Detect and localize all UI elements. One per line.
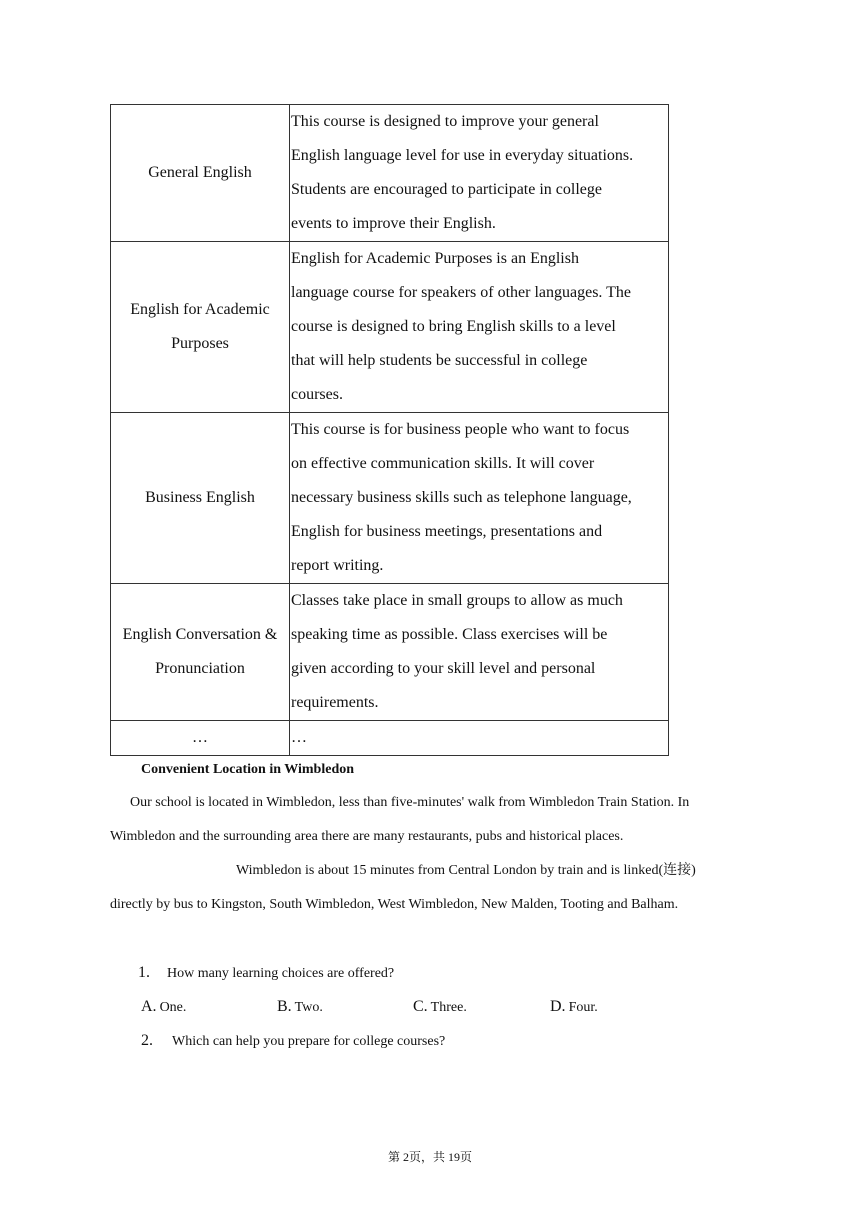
table-row [111, 105, 669, 242]
course-name: Business English [111, 413, 290, 584]
description-line: English for business meetings, presentations and [291, 523, 603, 540]
option-a[interactable] [141, 996, 186, 1019]
option-text: Two. [294, 1000, 323, 1015]
description-line: courses. [291, 386, 343, 403]
description-line: speaking time as possible. Class exercises will be [291, 626, 608, 643]
description-line: This course is for business people who want to focus [291, 421, 630, 438]
question-text: How many learning choices are offered? [167, 966, 395, 981]
description-line: English language level for use in everyday situations. [291, 147, 634, 164]
option-letter: A. [141, 998, 157, 1015]
course-table [110, 104, 669, 756]
paragraph-line: Wimbledon and the surrounding area there are many restaurants, pubs and historical places. [110, 829, 624, 844]
option-text: Four. [568, 1000, 598, 1015]
option-letter: C. [413, 998, 428, 1015]
description-line: that will help students be successful in college [291, 352, 588, 369]
description-line: This course is designed to improve your general [291, 113, 599, 130]
question-text: Which can help you prepare for college courses? [172, 1034, 446, 1049]
course-name: English for Academic Purposes [111, 242, 290, 413]
description-line: given according to your skill level and personal [291, 660, 596, 677]
description-line: Students are encouraged to participate in college [291, 181, 602, 198]
table-row [111, 584, 669, 721]
description-line: course is designed to bring English skills to a level [291, 318, 616, 335]
description-line: necessary business skills such as telephone language, [291, 489, 632, 506]
option-c[interactable] [413, 996, 467, 1019]
description-line: language course for speakers of other languages. The [291, 284, 632, 301]
description-line: events to improve their English. [291, 215, 496, 232]
course-description [290, 242, 669, 413]
paragraph-line: directly by bus to Kingston, South Wimbledon, West Wimbledon, New Malden, Tooting and Balham. [110, 897, 679, 912]
question-1 [138, 962, 394, 985]
question-2 [141, 1030, 445, 1053]
course-description: … [290, 721, 669, 756]
description-line: report writing. [291, 557, 384, 574]
paragraph-line: Wimbledon is about 15 minutes from Central London by train and is linked(连接) [236, 863, 696, 878]
course-name: English Conversation & Pronunciation [111, 584, 290, 721]
question-number: 2. [141, 1032, 153, 1049]
option-d[interactable] [550, 996, 598, 1019]
option-letter: B. [277, 998, 292, 1015]
table-row [111, 721, 669, 756]
description-line: requirements. [291, 694, 379, 711]
course-description [290, 105, 669, 242]
transport-paragraph [110, 854, 750, 922]
option-b[interactable] [277, 996, 323, 1019]
description-line: Classes take place in small groups to allow as much [291, 592, 623, 609]
option-text: Three. [430, 1000, 467, 1015]
section-heading: Convenient Location in Wimbledon [141, 762, 355, 777]
table-row [111, 413, 669, 584]
location-paragraph [110, 786, 750, 854]
course-name: … [111, 721, 290, 756]
course-name: General English [111, 105, 290, 242]
paragraph-line: Our school is located in Wimbledon, less than five-minutes' walk from Wimbledon Train Station. In [130, 795, 690, 810]
description-line: English for Academic Purposes is an English [291, 250, 579, 267]
page-footer: 第 2页，共 19页 [387, 1150, 472, 1164]
question-number: 1. [138, 964, 150, 981]
description-line: on effective communication skills. It will cover [291, 455, 595, 472]
option-letter: D. [550, 998, 566, 1015]
option-text: One. [159, 1000, 187, 1015]
table-row [111, 242, 669, 413]
course-description [290, 413, 669, 584]
course-description [290, 584, 669, 721]
